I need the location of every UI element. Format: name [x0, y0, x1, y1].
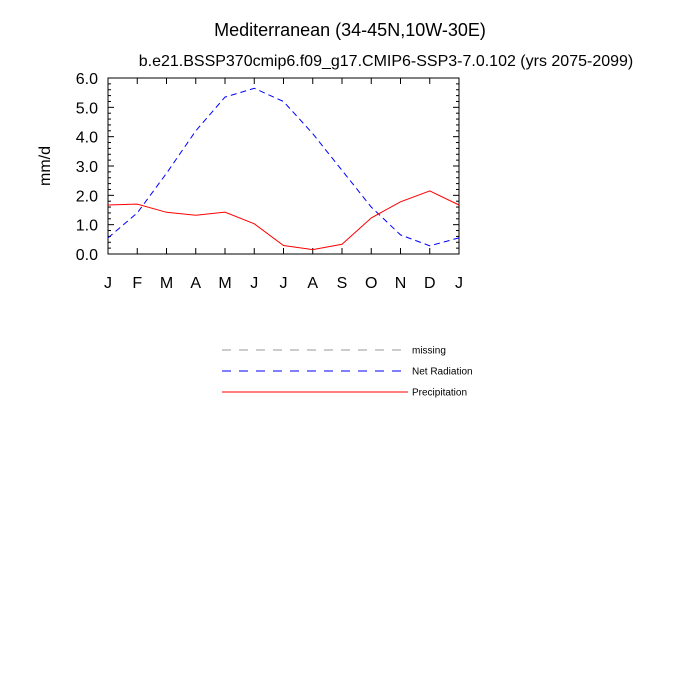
x-tick-label: J	[104, 275, 112, 292]
chart-title: Mediterranean (34-45N,10W-30E)	[214, 20, 486, 40]
x-tick-label: J	[455, 275, 463, 292]
x-tick-label: N	[394, 275, 407, 292]
y-axis-label: mm/d	[37, 146, 54, 186]
legend-label: Net Radiation	[412, 366, 473, 378]
x-tick-label: M	[218, 275, 232, 292]
y-tick-label: 5.0	[75, 100, 98, 118]
x-tick-label: M	[159, 275, 174, 292]
x-tick-label: J	[250, 275, 259, 292]
x-tick-labels	[104, 275, 463, 292]
y-tick-label: 2.0	[75, 188, 98, 206]
y-tick-label: 6.0	[75, 71, 98, 88]
y-tick-label: 1.0	[75, 217, 98, 235]
x-tick-label: S	[336, 275, 348, 292]
x-tick-label: O	[365, 275, 378, 292]
x-tick-label: F	[132, 275, 143, 292]
series-line-precipitation	[108, 191, 459, 250]
legend	[222, 346, 473, 399]
y-tick-label: 3.0	[75, 159, 98, 176]
x-tick-label: A	[190, 275, 202, 292]
legend-label: missing	[412, 345, 446, 357]
legend-label: Precipitation	[412, 387, 468, 399]
y-tick-labels	[76, 71, 98, 264]
plot-frame	[108, 78, 459, 254]
x-tick-label: A	[307, 275, 319, 292]
x-tick-label: D	[423, 275, 436, 292]
series-line-net-radiation	[108, 88, 459, 246]
y-tick-label: 4.0	[75, 129, 98, 147]
x-tick-label: J	[279, 275, 288, 292]
chart-subtitle: b.e21.BSSP370cmip6.f09_g17.CMIP6-SSP3-7.0.102 (yrs 2075-2099)	[138, 53, 634, 70]
tick-marks	[108, 78, 459, 254]
y-tick-label: 0.0	[75, 247, 98, 264]
series-lines	[108, 88, 459, 249]
